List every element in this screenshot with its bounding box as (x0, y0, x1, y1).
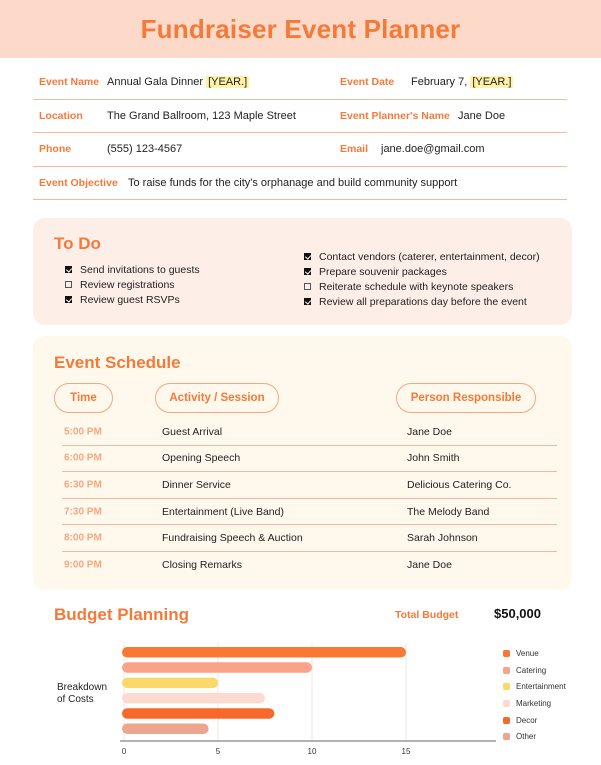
event-date-year-tag: [YEAR.] (472, 76, 512, 89)
email-value: jane.doe@gmail.com (381, 143, 485, 156)
schedule-title: Event Schedule (54, 353, 181, 372)
legend-item (503, 695, 566, 712)
x-tick-label: 15 (401, 747, 411, 756)
total-budget-label: Total Budget (395, 609, 459, 621)
legend-label: Catering (516, 665, 547, 675)
schedule-person: Jane Doe (407, 425, 452, 438)
event-date-label: Event Date (340, 76, 395, 89)
location-value: The Grand Ballroom, 123 Maple Street (107, 109, 296, 122)
todo-item-label: Review all preparations day before the event (319, 295, 527, 308)
legend-label: Decor (516, 715, 538, 725)
schedule-activity: Opening Speech (162, 452, 241, 465)
event-name-year-tag: [YEAR.] (208, 76, 248, 89)
schedule-time: 6:30 PM (64, 479, 102, 491)
event-name-text: Annual Gala Dinner (107, 76, 204, 89)
page-title: Fundraiser Event Planner (140, 13, 461, 44)
location-label: Location (39, 109, 83, 122)
chart-legend (503, 645, 566, 745)
bar-catering (122, 662, 312, 673)
objective-label: Event Objective (39, 176, 118, 189)
person-column-header: Person Responsible (396, 383, 536, 413)
bar-venue (122, 647, 406, 658)
schedule-person: The Melody Band (407, 505, 490, 518)
legend-swatch (503, 683, 510, 690)
legend-item (503, 678, 566, 695)
schedule-activity: Entertainment (Live Band) (162, 505, 284, 518)
legend-swatch (503, 717, 510, 724)
schedule-time: 6:00 PM (64, 452, 102, 464)
schedule-activity: Fundraising Speech & Auction (162, 532, 303, 545)
phone-label: Phone (39, 143, 72, 156)
planner-value: Jane Doe (458, 109, 506, 122)
chart-y-axis-label: Breakdown of Costs (57, 682, 108, 705)
todo-item-label: Prepare souvenir packages (319, 265, 447, 278)
x-tick-label: 5 (215, 747, 221, 756)
phone-value: (555) 123-4567 (107, 143, 183, 156)
schedule-activity: Closing Remarks (162, 559, 242, 572)
activity-column-header: Activity / Session (155, 383, 279, 413)
todo-item-label: Reiterate schedule with keynote speakers (319, 280, 514, 293)
total-budget-value: $50,000 (494, 606, 541, 621)
legend-swatch (503, 650, 510, 657)
schedule-person: Sarah Johnson (407, 532, 478, 545)
bar-marketing (122, 693, 265, 704)
x-tick-label: 10 (307, 747, 317, 756)
schedule-time: 7:30 PM (64, 506, 102, 518)
schedule-person: Delicious Catering Co. (407, 478, 512, 491)
legend-swatch (503, 733, 510, 740)
schedule-time: 5:00 PM (64, 426, 102, 438)
bar-decor (122, 708, 274, 719)
objective-value: To raise funds for the city's orphanage and build community support (128, 176, 458, 189)
schedule-activity: Guest Arrival (162, 425, 223, 438)
todo-title: To Do (54, 234, 101, 253)
legend-item (503, 645, 566, 662)
x-tick-label: 0 (121, 747, 127, 756)
x-axis-ticks (122, 747, 411, 756)
legend-swatch (503, 700, 510, 707)
schedule-time: 9:00 PM (64, 559, 102, 571)
schedule-time: 8:00 PM (64, 532, 102, 544)
legend-swatch (503, 667, 510, 674)
todo-item-label: Review guest RSVPs (80, 293, 180, 306)
schedule-person: Jane Doe (407, 559, 452, 572)
todo-item-label: Contact vendors (caterer, entertainment, decor) (319, 250, 540, 263)
chart-bars (122, 647, 406, 734)
event-name-label: Event Name (39, 76, 100, 89)
todo-item-label: Review registrations (80, 278, 175, 291)
event-date-text: February 7, (411, 76, 468, 89)
legend-label: Venue (516, 648, 539, 658)
email-label: Email (340, 143, 369, 156)
legend-label: Entertainment (516, 682, 566, 692)
time-column-header: Time (54, 383, 113, 413)
planner-label: Event Planner's Name (340, 109, 450, 122)
legend-item (503, 712, 566, 729)
legend-item (503, 728, 566, 745)
bar-other (122, 724, 209, 735)
schedule-person: John Smith (407, 452, 460, 465)
bar-entertainment (122, 678, 218, 689)
legend-label: Marketing (516, 698, 552, 708)
budget-title: Budget Planning (54, 605, 190, 624)
legend-label: Other (516, 732, 537, 742)
todo-item-label: Send invitations to guests (80, 263, 200, 276)
schedule-activity: Dinner Service (162, 478, 231, 491)
legend-item (503, 662, 566, 679)
